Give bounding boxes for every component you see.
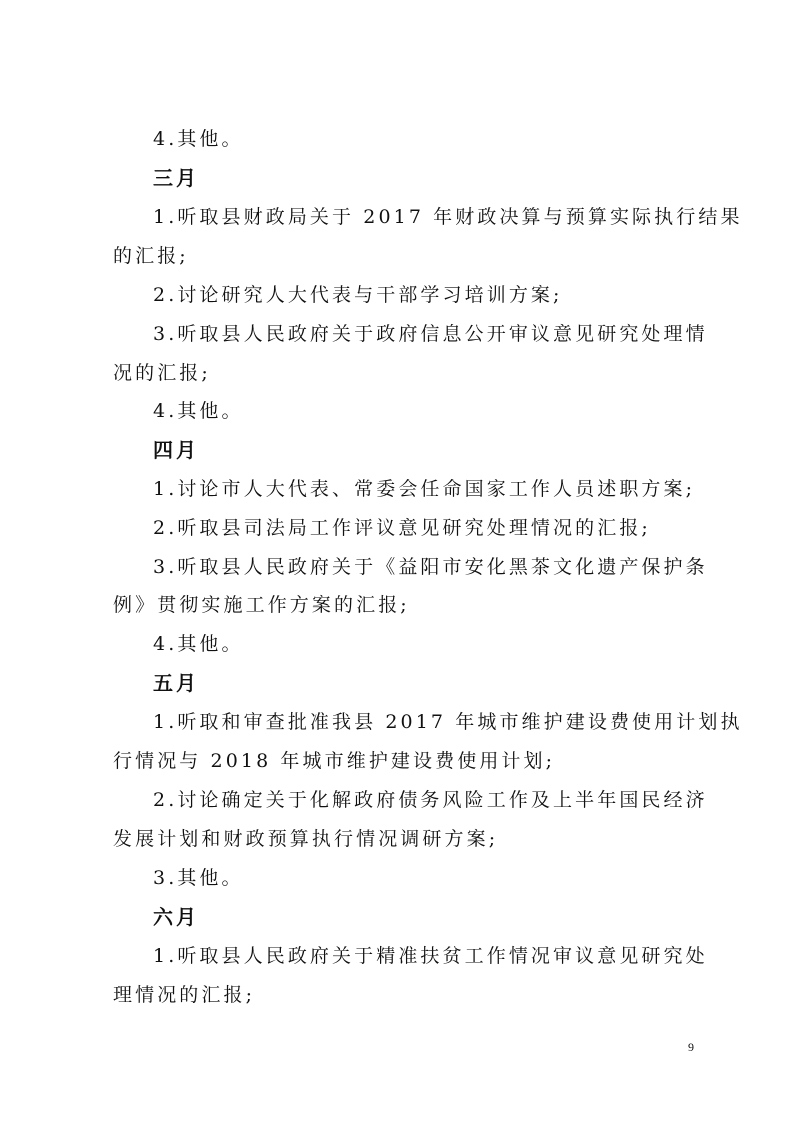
- list-item: 2.讨论确定关于化解政府债务风险工作及上半年国民经济: [153, 789, 708, 811]
- list-item-continuation: 行情况与 2018 年城市维护建设费使用计划;: [113, 750, 556, 772]
- list-item: 2.讨论研究人大代表与干部学习培训方案;: [153, 284, 563, 306]
- section-heading-may: 五月: [153, 671, 199, 695]
- list-item: 1.讨论市人大代表、常委会任命国家工作人员述职方案;: [153, 478, 696, 500]
- list-item: 4.其他。: [153, 400, 244, 422]
- list-item: 3.其他。: [153, 867, 244, 889]
- list-item: 3.听取县人民政府关于政府信息公开审议意见研究处理情: [153, 323, 708, 345]
- section-heading-march: 三月: [153, 166, 199, 190]
- section-heading-june: 六月: [153, 905, 199, 929]
- list-item-continuation: 况的汇报;: [113, 362, 211, 384]
- list-item: 2.听取县司法局工作评议意见研究处理情况的汇报;: [153, 517, 651, 539]
- list-item-continuation: 发展计划和财政预算执行情况调研方案;: [113, 828, 499, 850]
- page-number: 9: [688, 1040, 694, 1054]
- list-item: 1.听取和审查批准我县 2017 年城市维护建设费使用计划执: [153, 711, 743, 733]
- list-item-continuation: 例》贯彻实施工作方案的汇报;: [113, 594, 410, 616]
- list-item: 3.听取县人民政府关于《益阳市安化黑茶文化遗产保护条: [153, 556, 708, 578]
- list-item-continuation: 的汇报;: [113, 245, 189, 267]
- list-item: 4.其他。: [153, 128, 244, 150]
- list-item: 1.听取县人民政府关于精准扶贫工作情况审议意见研究处: [153, 945, 708, 967]
- section-heading-april: 四月: [153, 438, 199, 462]
- list-item: 1.听取县财政局关于 2017 年财政决算与预算实际执行结果: [153, 206, 743, 228]
- list-item-continuation: 理情况的汇报;: [113, 984, 256, 1006]
- list-item: 4.其他。: [153, 633, 244, 655]
